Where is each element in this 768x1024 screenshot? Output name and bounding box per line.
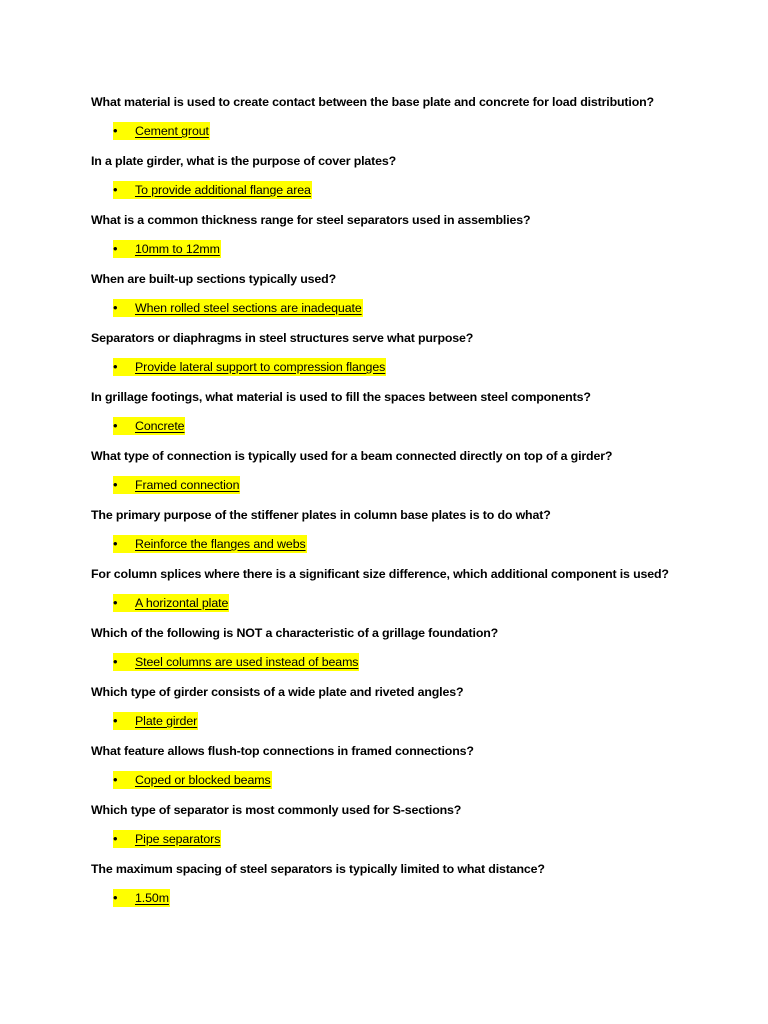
answer-text: Cement grout [135, 124, 209, 138]
qa-item [91, 624, 731, 683]
question-text: Which of the following is NOT a characteristic of a grillage foundation? [91, 626, 499, 640]
bullet-icon: • [113, 240, 135, 258]
bullet-icon: • [113, 535, 135, 553]
bullet-icon: • [113, 830, 135, 848]
bullet-icon: • [113, 181, 135, 199]
question-text: Which type of separator is most commonly used for S-sections? [91, 803, 462, 817]
answer-text: Coped or blocked beams [135, 773, 271, 787]
question-text: What feature allows flush-top connections in framed connections? [91, 744, 474, 758]
answer-text: Plate girder [135, 714, 198, 728]
bullet-icon: • [113, 771, 135, 789]
qa-item [91, 447, 731, 506]
question-text: What material is used to create contact between the base plate and concrete for load distribution? [91, 95, 654, 109]
qa-item [91, 565, 731, 624]
question-text: In a plate girder, what is the purpose of cover plates? [91, 154, 397, 168]
question-text: When are built-up sections typically used? [91, 272, 336, 286]
qa-item [91, 506, 731, 565]
bullet-icon: • [113, 417, 135, 435]
question-text: In grillage footings, what material is used to fill the spaces between steel components? [91, 390, 591, 404]
qa-item [91, 93, 731, 152]
question-text: What is a common thickness range for steel separators used in assemblies? [91, 213, 531, 227]
answer-text: Steel columns are used instead of beams [135, 655, 359, 669]
bullet-icon: • [113, 889, 135, 907]
bullet-icon: • [113, 299, 135, 317]
qa-item [91, 742, 731, 801]
qa-item [91, 329, 731, 388]
question-text: What type of connection is typically used for a beam connected directly on top of a girder? [91, 449, 613, 463]
qa-item [91, 860, 731, 919]
qa-item [91, 683, 731, 742]
qa-item [91, 388, 731, 447]
answer-text: Pipe separators [135, 832, 221, 846]
answer-text: Reinforce the flanges and webs [135, 537, 306, 551]
bullet-icon: • [113, 358, 135, 376]
bullet-icon: • [113, 653, 135, 671]
question-text: For column splices where there is a significant size difference, which additional component is used? [91, 567, 669, 581]
answer-text: To provide additional flange area [135, 183, 311, 197]
question-text: The maximum spacing of steel separators is typically limited to what distance? [91, 862, 545, 876]
qa-item [91, 270, 731, 329]
bullet-icon: • [113, 476, 135, 494]
question-text: Separators or diaphragms in steel structures serve what purpose? [91, 331, 474, 345]
answer-text: When rolled steel sections are inadequate [135, 301, 362, 315]
bullet-icon: • [113, 712, 135, 730]
answer-text: 10mm to 12mm [135, 242, 220, 256]
answer-text: 1.50m [135, 891, 169, 905]
question-text: The primary purpose of the stiffener plates in column base plates is to do what? [91, 508, 551, 522]
bullet-icon: • [113, 122, 135, 140]
question-text: Which type of girder consists of a wide plate and riveted angles? [91, 685, 464, 699]
answer-text: Framed connection [135, 478, 240, 492]
qa-item [91, 152, 731, 211]
answer-text: A horizontal plate [135, 596, 229, 610]
qa-item [91, 801, 731, 860]
qa-item [91, 211, 731, 270]
bullet-icon: • [113, 594, 135, 612]
answer-text: Provide lateral support to compression flanges [135, 360, 386, 374]
answer-text: Concrete [135, 419, 185, 433]
